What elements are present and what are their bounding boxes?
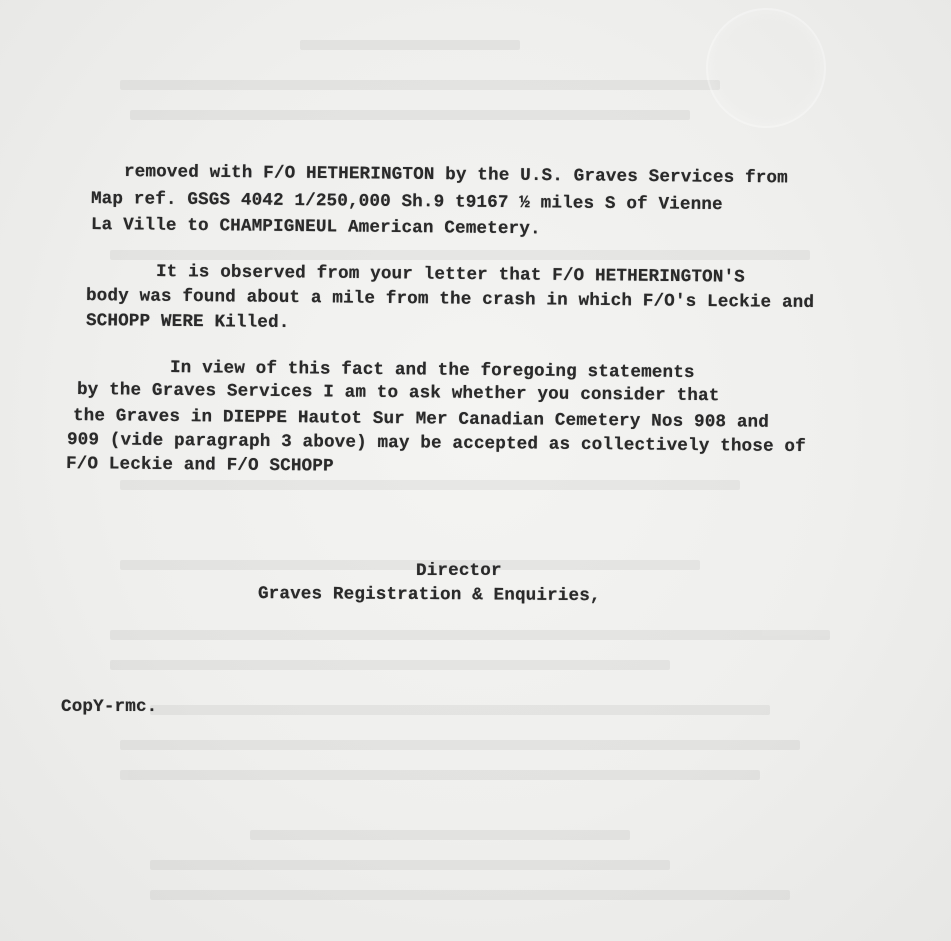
paragraph-3-line-3: the Graves in DIEPPE Hautot Sur Mer Canadian Cemetery Nos 908 and: [72, 406, 770, 433]
paragraph-2-line-1: It is observed from your letter that F/O HETHERINGTON'S: [155, 262, 746, 288]
paragraph-2-line-2: body was found about a mile from the crash in which F/O's Leckie and: [85, 286, 815, 313]
paragraph-3-line-2: by the Graves Services I am to ask whether you consider that: [76, 380, 720, 407]
paragraph-1-line-2: Map ref. GSGS 4042 1/250,000 Sh.9 t9167 ½ miles S of Vienne: [90, 189, 723, 216]
paragraph-1-line-3: La Ville to CHAMPIGNEUL American Cemetery.: [90, 215, 541, 240]
paragraph-3-line-4: 909 (vide paragraph 3 above) may be accepted as collectively those of: [66, 430, 806, 458]
paragraph-2-line-3: SCHOPP WERE Killed.: [85, 311, 290, 333]
copy-note: CopY-rmc.: [61, 697, 158, 717]
signature-title: Director: [416, 561, 502, 581]
paragraph-3-line-5: F/O Leckie and F/O SCHOPP: [65, 454, 334, 477]
paragraph-1-line-1: removed with F/O HETHERINGTON by the U.S. Graves Services from: [123, 162, 788, 189]
embossed-stamp: [706, 8, 826, 128]
paragraph-3-line-1: In view of this fact and the foregoing statements: [169, 358, 695, 384]
signature-department: Graves Registration & Enquiries,: [257, 584, 601, 607]
